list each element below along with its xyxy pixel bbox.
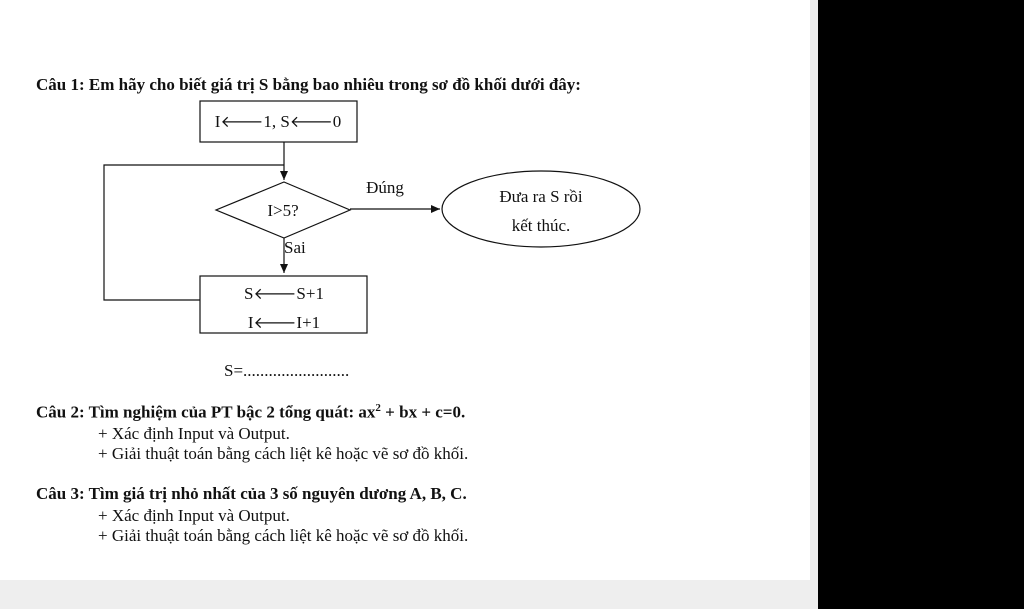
question-3-item-1: + Xác định Input và Output. xyxy=(98,506,290,525)
yes-label: Đúng xyxy=(366,178,404,197)
flowchart xyxy=(0,0,810,360)
output-ellipse xyxy=(442,171,640,247)
output-line-1: Đưa ra S rồi xyxy=(499,187,583,206)
answer-blank: ......................... xyxy=(243,361,350,380)
question-3-title: Câu 3: Tìm giá trị nhỏ nhất của 3 số nguyên dương A, B, C. xyxy=(36,484,467,503)
init-box-text: I🡐1, S🡐0 xyxy=(214,112,342,131)
process-line-1: S🡐S+1 xyxy=(244,284,324,303)
output-line-2: kết thúc. xyxy=(511,216,571,235)
no-label: Sai xyxy=(284,238,306,257)
question-2-title: Câu 2: Tìm nghiệm của PT bậc 2 tổng quát: $ax^2$ + bx + c=0. xyxy=(36,402,466,422)
answer-label: S= xyxy=(224,361,244,380)
process-line-2: I🡐I+1 xyxy=(247,313,321,332)
answer-line xyxy=(224,361,349,381)
question-1-title: Câu 1: Em hãy cho biết giá trị S bằng bao nhiêu trong sơ đồ khối dưới đây: xyxy=(36,75,581,94)
question-2-item-1: + Xác định Input và Output. xyxy=(98,424,290,443)
condition-text: I>5? xyxy=(267,201,299,220)
question-2-item-2: + Giải thuật toán bằng cách liệt kê hoặc vẽ sơ đồ khối. xyxy=(98,444,469,463)
question-3-item-2: + Giải thuật toán bằng cách liệt kê hoặc vẽ sơ đồ khối. xyxy=(98,526,469,545)
